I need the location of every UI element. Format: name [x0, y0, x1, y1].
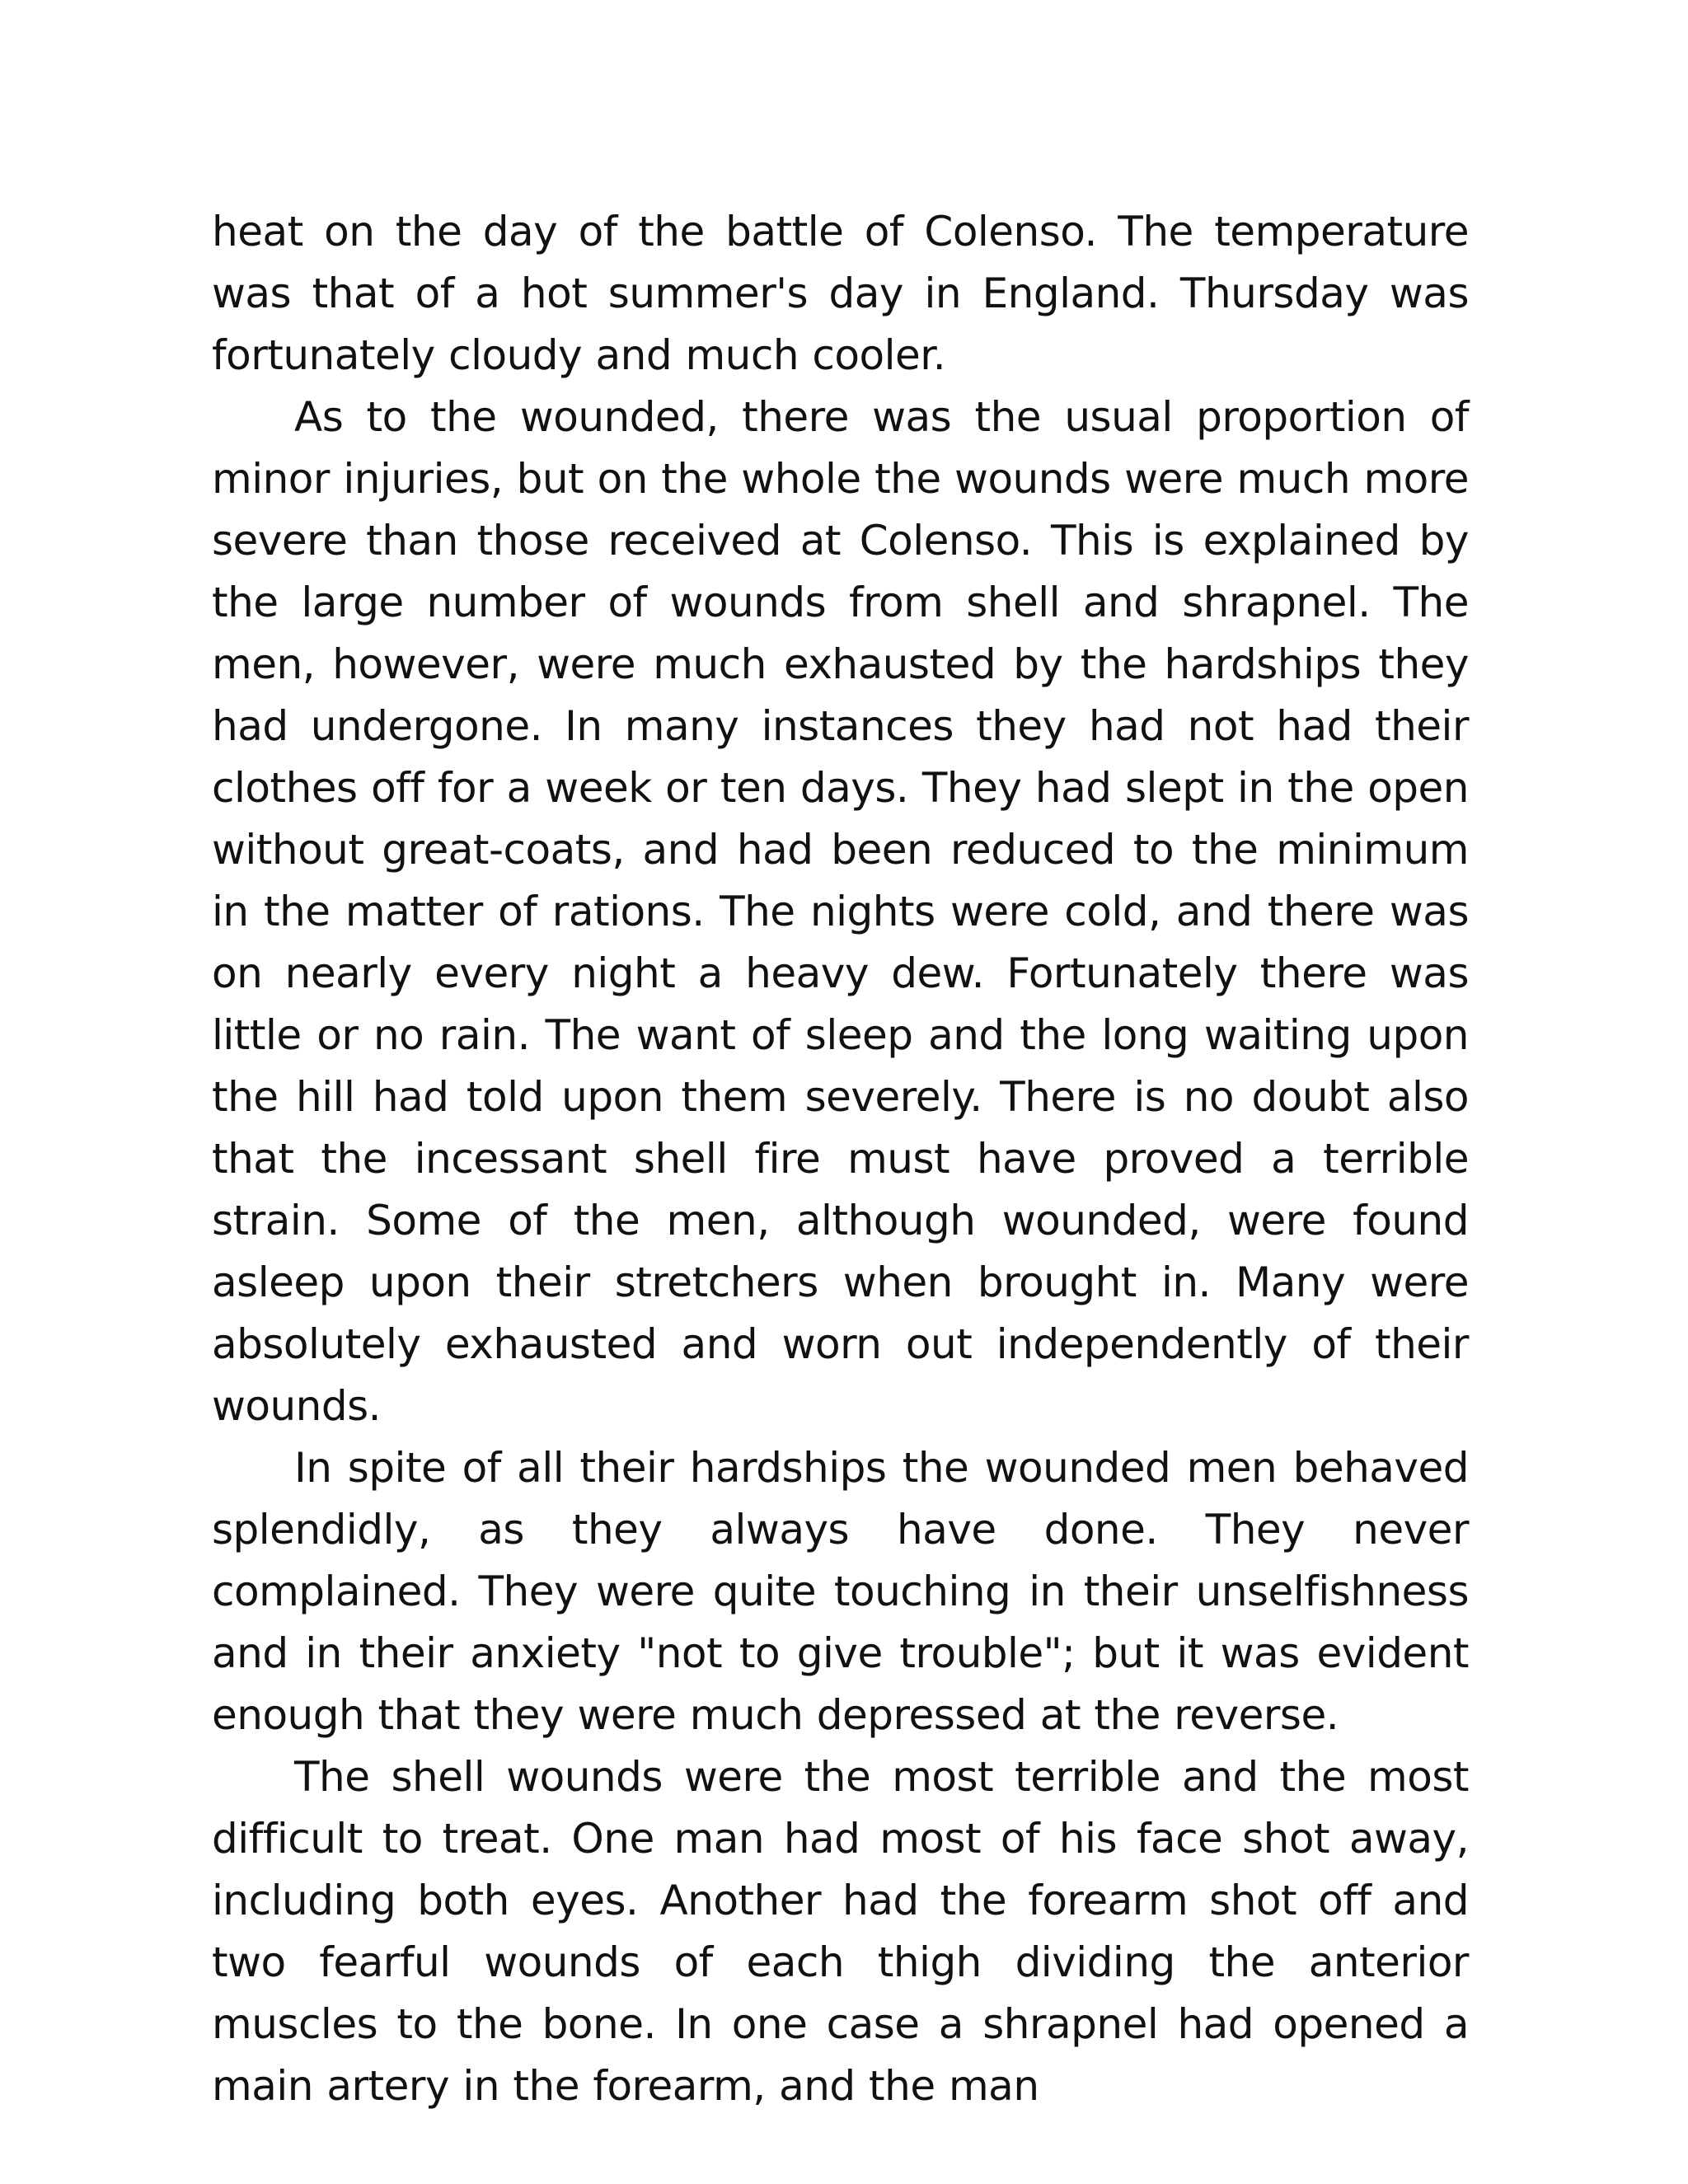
- paragraph-shell-wounds: The shell wounds were the most terrible and the most difficult to treat. One man had most of his face shot away, including both eyes. Another had the forearm shot off and two fearful wounds of each thigh dividing the anterior muscles to the bone. In one case a shrapnel had opened a main artery in the forearm, and the man: [212, 1753, 1469, 2110]
- paragraph-hardships: In spite of all their hardships the wounded men behaved splendidly, as they always have done. They never complained. They were quite touching in their unselfishness and in their anxiety "not to give trouble"; but it was evident enough that they were much depressed at the reverse.: [212, 1444, 1469, 1739]
- paragraph-wounded: As to the wounded, there was the usual proportion of minor injuries, but on the whole the wounds were much more severe than those received at Colenso. This is explained by the large number of wounds from shell and shrapnel. The men, however, were much exhausted by the hardships they had undergone. In many instances they had not had their clothes off for a week or ten days. They had slept in the open without great-coats, and had been reduced to the minimum in the matter of rations. The nights were cold, and there was on nearly every night a heavy dew. Fortunately there was little or no rain. The want of sleep and the long waiting upon the hill had told upon them severely. There is no doubt also that the incessant shell fire must have proved a terrible strain. Some of the men, although wounded, were found asleep upon their stretchers when brought in. Many were absolutely exhausted and worn out independently of their wounds.: [212, 393, 1469, 1430]
- paragraph-continued: heat on the day of the battle of Colenso. The temperature was that of a hot summer's day in England. Thursday was fortunately cloudy and much cooler.: [212, 208, 1469, 379]
- body-text: [212, 201, 1469, 2117]
